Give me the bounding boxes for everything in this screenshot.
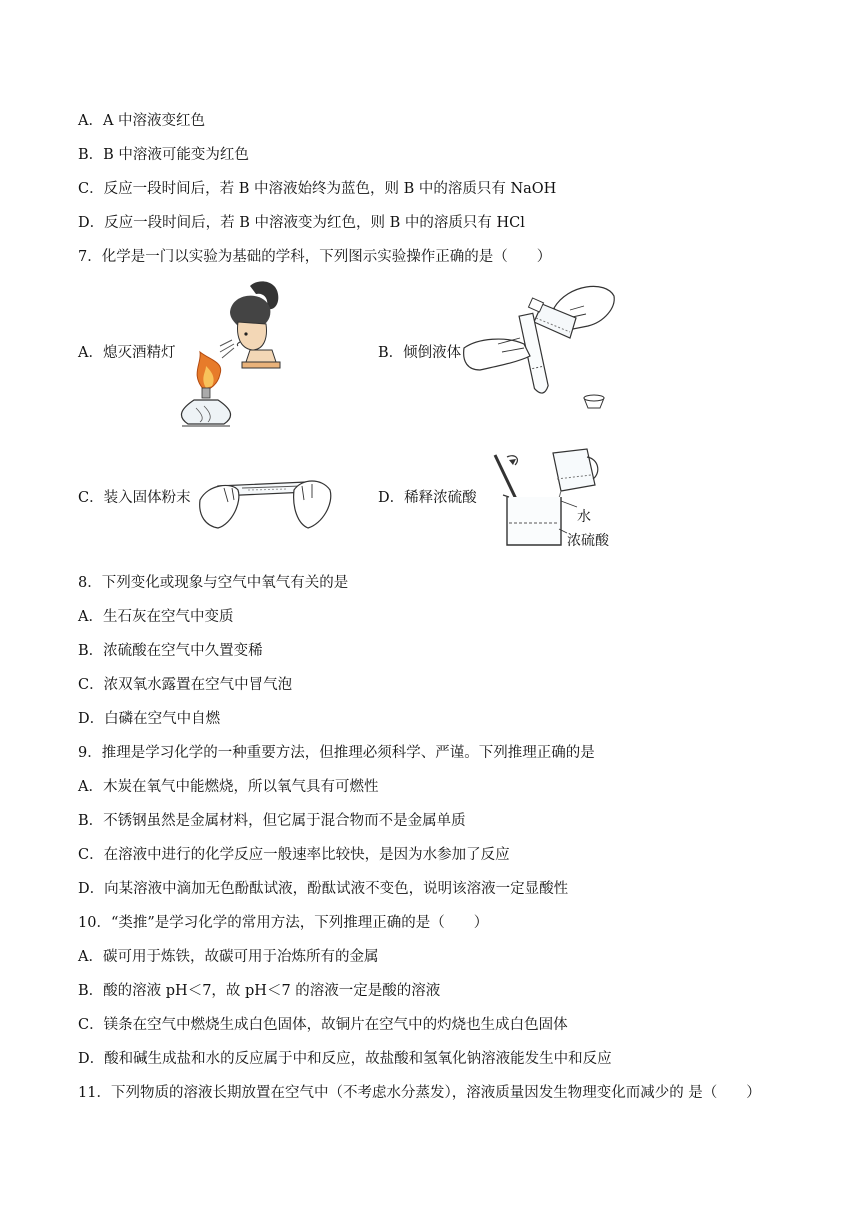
q7-option-a: A．熄灭酒精灯: [78, 345, 176, 361]
q6-option-a: A．A 中溶液变红色: [78, 113, 206, 129]
q10-option-c: C．镁条在空气中燃烧生成白色固体，故铜片在空气中的灼烧也生成白色固体: [78, 1017, 568, 1033]
q9-option-b: B．不锈钢虽然是金属材料，但它属于混合物而不是金属单质: [78, 813, 466, 829]
q10-stem: 10．“类推”是学习化学的常用方法，下列推理正确的是（ ）: [78, 915, 489, 931]
q11-stem: 11．下列物质的溶液长期放置在空气中（不考虑水分蒸发），溶液质量因发生物理变化而减少的 是（ ）: [78, 1085, 761, 1101]
q8-stem: 8．下列变化或现象与空气中氧气有关的是: [78, 575, 349, 591]
q9-option-d: D．向某溶液中滴加无色酚酞试液，酚酞试液不变色，说明该溶液一定显酸性: [78, 881, 569, 897]
q10-option-a: A．碳可用于炼铁，故碳可用于冶炼所有的金属: [78, 949, 379, 965]
q8-option-c: C．浓双氧水露置在空气中冒气泡: [78, 677, 293, 693]
q6-option-c: C．反应一段时间后，若 B 中溶液始终为蓝色，则 B 中的溶质只有 NaOH: [78, 181, 557, 197]
q6-option-b: B．B 中溶液可能变为红色: [78, 147, 249, 163]
q10-option-b: B．酸的溶液 pH＜7，故 pH＜7 的溶液一定是酸的溶液: [78, 983, 441, 999]
q9-stem: 9．推理是学习化学的一种重要方法，但推理必须科学、严谨。下列推理正确的是: [78, 745, 595, 761]
dilute-acid-figure: [487, 445, 619, 551]
extinguish-lamp-figure: [180, 278, 288, 428]
load-powder-figure: [198, 464, 334, 532]
q8-option-d: D．白磷在空气中自燃: [78, 711, 221, 727]
q8-option-a: A．生石灰在空气中变质: [78, 609, 234, 625]
pour-liquid-figure: [458, 278, 618, 413]
q7-stem: 7．化学是一门以实验为基础的学科，下列图示实验操作正确的是（ ）: [78, 249, 552, 265]
acid-label: 浓硫酸: [567, 533, 609, 549]
q10-option-d: D．酸和碱生成盐和水的反应属于中和反应，故盐酸和氢氧化钠溶液能发生中和反应: [78, 1051, 612, 1067]
q9-option-a: A．木炭在氧气中能燃烧，所以氧气具有可燃性: [78, 779, 379, 795]
q7-option-c: C．装入固体粉末: [78, 490, 191, 506]
water-label: 水: [577, 509, 591, 525]
q7-option-d: D．稀释浓硫酸: [378, 490, 477, 506]
q8-option-b: B．浓硫酸在空气中久置变稀: [78, 643, 263, 659]
q6-option-d: D．反应一段时间后，若 B 中溶液变为红色，则 B 中的溶质只有 HCl: [78, 215, 525, 231]
q9-option-c: C．在溶液中进行的化学反应一般速率比较快，是因为水参加了反应: [78, 847, 510, 863]
q7-option-b: B．倾倒液体: [378, 345, 462, 361]
